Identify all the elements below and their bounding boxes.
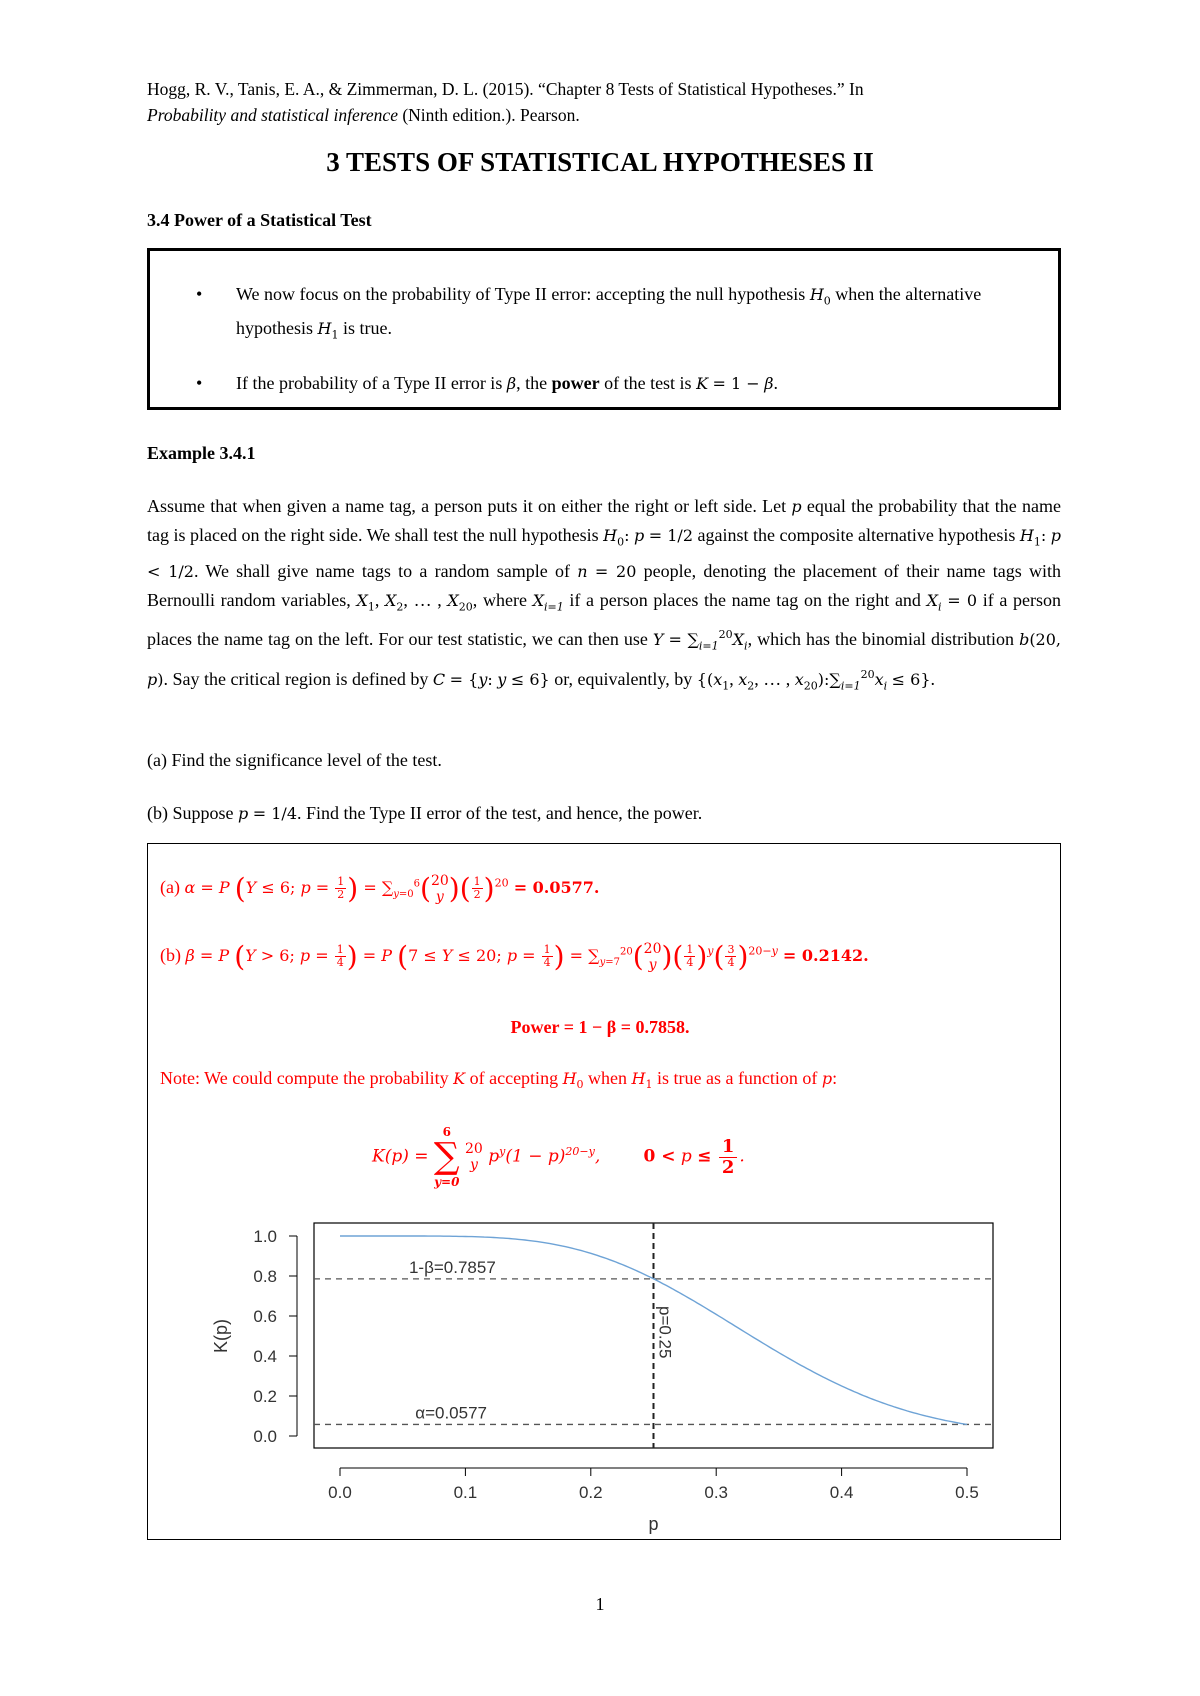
citation — [147, 76, 1067, 128]
p-annotation: p=0.25 — [655, 1306, 675, 1359]
definition-bullet-1: • We now focus on the probability of Type II error: accepting the null hypothesis $H_0$ when the alternative hypothesis $H_1$ is true. — [236, 281, 1058, 348]
k-function-formula: K(p) = 6 ∑ y=0 20 y $p^y(1 - p)^{20-y}$, 0 < p ≤ $\frac{1}{2}$ . — [372, 1125, 745, 1189]
x-tick-label: 0.0 — [328, 1483, 352, 1502]
question-a: (a) Find the significance level of the test. — [147, 750, 442, 770]
x-tick-label: 0.2 — [578, 1483, 603, 1502]
power-result: Power = 1 − β = 0.7858. — [510, 1017, 690, 1037]
section-title: 3.4 Power of a Statistical Test — [147, 210, 372, 230]
solution-a: (a) α = P (Y ≤ 6; p = $\frac{1}{2}$ ) = $\sum_{y=0}^6$( 20 y )( $\frac{1}{2}$ )$^{20}$ = 0.0577. — [160, 872, 600, 905]
x-axis-label: p — [648, 1514, 659, 1534]
y-tick-label: 0.0 — [253, 1427, 277, 1446]
example-title: Example 3.4.1 — [147, 443, 256, 463]
solution-note: Note: We could compute the probability K of accepting $H_0$ when $H_1$ is true as a function of p: — [160, 1068, 838, 1092]
definition-bullet-2: • If the probability of a Type II error is β, the power of the test is K = 1 − β. — [236, 370, 1058, 397]
citation-line1: Hogg, R. V., Tanis, E. A., & Zimmerman, D. L. (2015). “Chapter 8 Tests of Statistical Hypotheses.” In — [147, 79, 864, 99]
bullet-icon: • — [196, 284, 203, 304]
y-tick-label: 0.6 — [253, 1307, 277, 1326]
x-tick-label: 0.1 — [453, 1483, 478, 1502]
y-tick-label: 1.0 — [253, 1227, 277, 1246]
definition-box — [147, 248, 1061, 410]
power-annotation: 1-β=0.7857 — [408, 1257, 496, 1277]
bullet-icon: • — [196, 373, 203, 394]
page-number: 1 — [595, 1594, 605, 1614]
question-b: (b) Suppose p = 1/4. Find the Type II error of the test, and hence, the power. — [147, 803, 703, 823]
citation-line2: (Ninth edition.). Pearson. — [397, 105, 580, 125]
x-tick-label: 0.5 — [955, 1483, 979, 1502]
citation-book-title: Probability and statistical inference — [147, 105, 398, 125]
y-axis-label: K(p) — [211, 1318, 231, 1354]
y-tick-label: 0.4 — [253, 1347, 277, 1366]
x-tick-label: 0.4 — [829, 1483, 854, 1502]
page-title: 3 TESTS OF STATISTICAL HYPOTHESES II — [326, 147, 874, 177]
x-tick-label: 0.3 — [704, 1483, 729, 1502]
solution-b: (b) β = P (Y > 6; p = $\frac{1}{4}$ ) = P (7 ≤ Y ≤ 20; p = $\frac{1}{4}$ ) = $\sum_{y=7}^{20}$( 20 y )( $\frac{1}{4}$ )$^y$( $\frac{3}{4}$ )$^{20-y}$ = 0.2142. — [160, 940, 869, 973]
alpha-annotation: α=0.0577 — [415, 1403, 488, 1423]
power-function-chart — [147, 1220, 1061, 1538]
example-paragraph: Assume that when given a name tag, a person puts it on either the right or left side. Let p equal the probability that the name tag is placed on the right side. We shall test the null hypothesis $H_0$: p = 1/2 against the composite alternative hypothesis $H_1$: p < 1/2. We shall give name tags to a random sample of n = 20 people, denoting the placement of their name tags with Bernoulli random variables, $X_1$, $X_2$, … , $X_{20}$, where $X_{i=1}$ if a person places the name tag on the right and $X_i = 0$ if a person places the name tag on the left. For our test statistic, we can then use $Y = \sum_{i=1}^{20}X_i$, which has the binomial distribution b(20, p). Say the critical region is defined by C = {y: y ≤ 6} or, equivalently, by {($x_1$, $x_2$, … , $x_{20}):\sum_{i=1}^{20}x_i \le 6$}. — [147, 496, 1062, 693]
y-tick-label: 0.8 — [253, 1267, 277, 1286]
y-tick-label: 0.2 — [253, 1387, 277, 1406]
